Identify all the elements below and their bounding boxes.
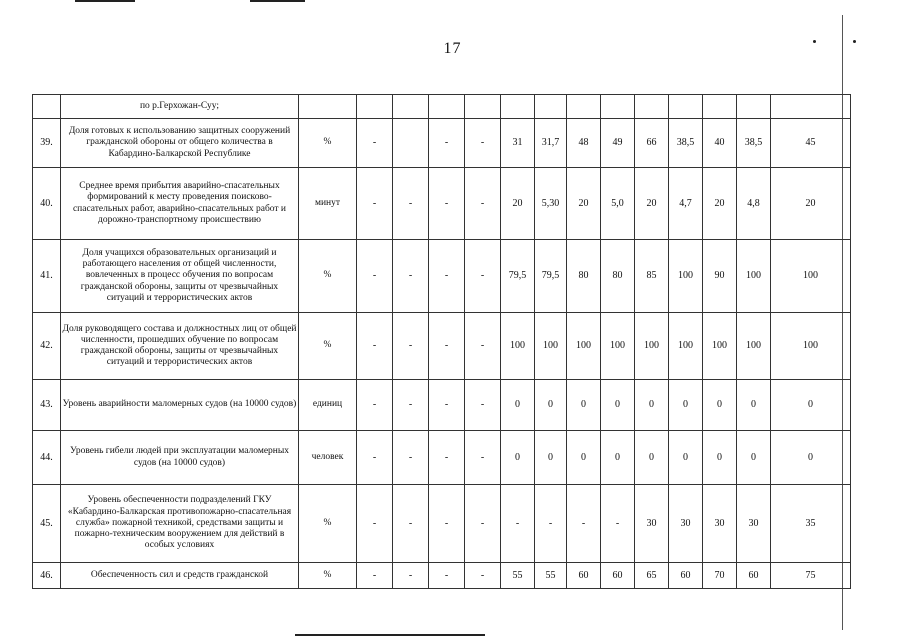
indicator-name: Уровень обеспеченности подразделений ГКУ «Кабардино-Балкарская противопожарно-спасательная служба» пожарной техникой, средствами защиты и пожарно-техническим вооружением для действий в особых условиях [61,485,299,563]
value-cell: 100 [669,240,703,313]
value-cell: - [429,380,465,431]
indicator-name: Доля учащихся образовательных организаций и работающего населения от общей численности, вовлеченных в процесс обучения по вопросам гражданской обороны, защиты от чрезвычайных ситуаций и террористических актов [61,240,299,313]
value-cell: 0 [771,431,851,485]
value-cell [703,95,737,119]
value-cell: - [429,313,465,380]
value-cell: - [465,313,501,380]
value-cell [601,95,635,119]
table-row [33,313,851,380]
value-cell: 0 [535,380,567,431]
value-cell [567,95,601,119]
value-cell: 20 [703,168,737,240]
row-number: 41. [33,240,61,313]
value-cell: 0 [703,431,737,485]
value-cell [501,95,535,119]
value-cell: 38,5 [737,119,771,168]
value-cell: - [429,431,465,485]
value-cell: - [357,168,393,240]
indicator-name: Уровень гибели людей при эксплуатации маломерных судов (на 10000 судов) [61,431,299,485]
value-cell: - [393,563,429,589]
unit-cell: единиц [299,380,357,431]
indicator-name: Уровень аварийности маломерных судов (на 10000 судов) [61,380,299,431]
value-cell: 100 [771,313,851,380]
value-cell: 79,5 [535,240,567,313]
page-number: 17 [443,40,462,57]
indicators-table [32,94,851,589]
unit-cell: % [299,240,357,313]
unit-cell [299,95,357,119]
value-cell: 90 [703,240,737,313]
value-cell: 40 [703,119,737,168]
table-row [33,485,851,563]
unit-cell: % [299,563,357,589]
value-cell: 100 [737,313,771,380]
value-cell: 0 [567,380,601,431]
table-row [33,380,851,431]
table-row [33,119,851,168]
table-row [33,240,851,313]
value-cell: 100 [601,313,635,380]
value-cell: - [465,119,501,168]
value-cell: - [357,431,393,485]
value-cell: 0 [669,380,703,431]
row-number: 40. [33,168,61,240]
value-cell: - [357,380,393,431]
value-cell: - [429,563,465,589]
row-number: 45. [33,485,61,563]
value-cell: 80 [567,240,601,313]
value-cell: 30 [703,485,737,563]
value-cell: 0 [771,380,851,431]
row-number: 39. [33,119,61,168]
row-number: 46. [33,563,61,589]
value-cell [429,95,465,119]
top-scan-mark-left [75,0,135,2]
value-cell: - [465,563,501,589]
value-cell: 0 [501,431,535,485]
value-cell: - [357,313,393,380]
value-cell: 4,7 [669,168,703,240]
value-cell [393,119,429,168]
value-cell: 0 [737,380,771,431]
value-cell [357,95,393,119]
value-cell: - [465,431,501,485]
value-cell: 49 [601,119,635,168]
value-cell: 5,0 [601,168,635,240]
table-row [33,95,851,119]
value-cell: - [429,168,465,240]
indicator-name: Среднее время прибытия аварийно-спасательных формирований к месту проведения поисково-спасательных работ, аварийно-спасательных работ и дорожно-транспортному происшествию [61,168,299,240]
value-cell: 60 [567,563,601,589]
value-cell: 100 [535,313,567,380]
value-cell: 100 [501,313,535,380]
value-cell: - [393,240,429,313]
value-cell: - [465,240,501,313]
value-cell [771,95,851,119]
table-row [33,563,851,589]
value-cell: 30 [737,485,771,563]
indicator-name: Доля готовых к использованию защитных сооружений гражданской обороны от общего количества в Кабардино-Балкарской Республике [61,119,299,168]
value-cell: - [429,485,465,563]
value-cell: 0 [635,380,669,431]
value-cell: 75 [771,563,851,589]
value-cell: 35 [771,485,851,563]
value-cell: 0 [669,431,703,485]
row-number: 43. [33,380,61,431]
value-cell: - [465,485,501,563]
unit-cell: % [299,485,357,563]
row-number: 44. [33,431,61,485]
value-cell: - [535,485,567,563]
value-cell: - [465,380,501,431]
value-cell: 85 [635,240,669,313]
value-cell: 60 [601,563,635,589]
value-cell: - [393,313,429,380]
value-cell: 0 [501,380,535,431]
value-cell: - [429,119,465,168]
value-cell: 100 [771,240,851,313]
value-cell [669,95,703,119]
value-cell: - [357,563,393,589]
value-cell: 60 [737,563,771,589]
value-cell: 70 [703,563,737,589]
value-cell [535,95,567,119]
top-scan-mark-right [250,0,305,2]
value-cell: 60 [669,563,703,589]
table-row [33,168,851,240]
indicator-name: Доля руководящего состава и должностных лиц от общей численности, прошедших обучение по вопросам гражданской обороны, защиты от чрезвычайных ситуаций и террористических актов [61,313,299,380]
value-cell: 0 [601,380,635,431]
value-cell: - [465,168,501,240]
value-cell: 20 [635,168,669,240]
value-cell: 0 [535,431,567,485]
value-cell: - [393,485,429,563]
value-cell: - [567,485,601,563]
value-cell: 100 [669,313,703,380]
value-cell: 55 [501,563,535,589]
value-cell [737,95,771,119]
value-cell: 79,5 [501,240,535,313]
value-cell: - [429,240,465,313]
value-cell: 4,8 [737,168,771,240]
value-cell: 30 [635,485,669,563]
bottom-scan-mark [295,634,485,636]
value-cell: 80 [601,240,635,313]
value-cell: 0 [737,431,771,485]
value-cell: 100 [567,313,601,380]
value-cell: 65 [635,563,669,589]
value-cell: 31 [501,119,535,168]
value-cell: 30 [669,485,703,563]
value-cell [635,95,669,119]
unit-cell: % [299,119,357,168]
value-cell: - [357,485,393,563]
value-cell: 100 [703,313,737,380]
value-cell: 5,30 [535,168,567,240]
value-cell [393,95,429,119]
value-cell: 45 [771,119,851,168]
value-cell: - [601,485,635,563]
row-number [33,95,61,119]
unit-cell: минут [299,168,357,240]
indicator-name: Обеспеченность сил и средств гражданской [61,563,299,589]
value-cell: - [393,380,429,431]
value-cell: 20 [567,168,601,240]
value-cell: 0 [703,380,737,431]
value-cell: - [393,168,429,240]
value-cell: 0 [601,431,635,485]
value-cell: 0 [567,431,601,485]
value-cell: 20 [771,168,851,240]
unit-cell: % [299,313,357,380]
value-cell: 38,5 [669,119,703,168]
value-cell: - [357,119,393,168]
value-cell: 20 [501,168,535,240]
value-cell: 100 [737,240,771,313]
value-cell: 48 [567,119,601,168]
value-cell: - [501,485,535,563]
value-cell: 66 [635,119,669,168]
value-cell [465,95,501,119]
value-cell: - [357,240,393,313]
value-cell: 31,7 [535,119,567,168]
row-number: 42. [33,313,61,380]
value-cell: 0 [635,431,669,485]
value-cell: - [393,431,429,485]
table-row [33,431,851,485]
unit-cell: человек [299,431,357,485]
value-cell: 100 [635,313,669,380]
value-cell: 55 [535,563,567,589]
indicator-name: по р.Герхожан-Суу; [61,95,299,119]
